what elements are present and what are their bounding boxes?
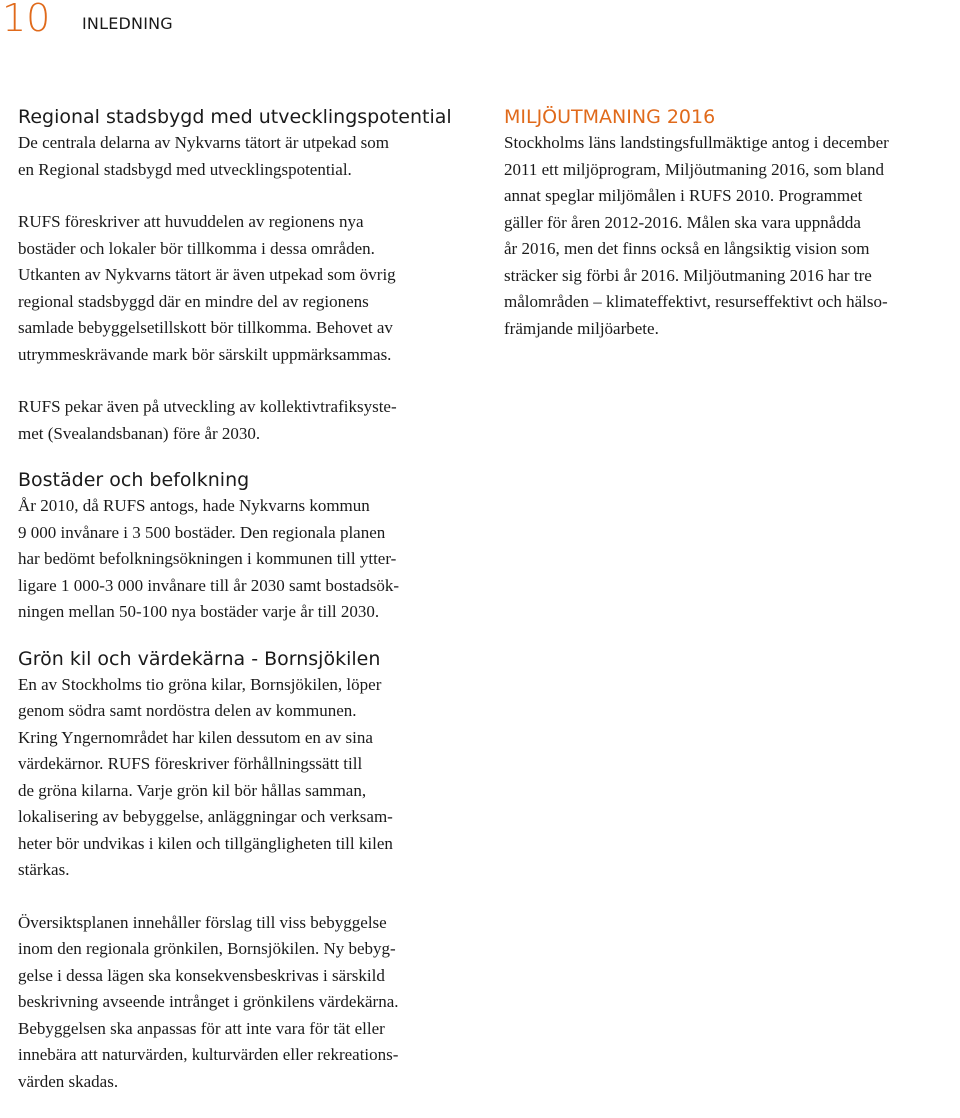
paragraph-bostader-1: År 2010, då RUFS antogs, hade Nykvarns kommun 9 000 invånare i 3 500 bostäder. Den regionala planen har bedömt befolkningsökningen i kommunen till ytter- ligare 1 000-3 000 invånare till år 2030 samt bostadsök- ningen mellan 50-100 nya bostäder varje år till 2030. <box>18 496 399 621</box>
section-miljoutmaning <box>504 104 956 342</box>
page-number: 10 <box>2 0 51 40</box>
paragraph-regional-1: De centrala delarna av Nykvarns tätort är utpekad som en Regional stadsbygd med utvecklingspotential. <box>18 133 390 179</box>
section-bostader <box>18 467 480 626</box>
paragraph-miljoutmaning-1: Stockholms läns landstingsfullmäktige antog i december 2011 ett miljöprogram, Miljöutmaning 2016, som bland annat speglar miljömålen i RUFS 2010. Programmet gäller för åren 2012-2016. Målen ska vara uppnådda år 2016, men det finns också en långsiktig vision som sträcker sig förbi år 2016. Miljöutmaning 2016 har tre målområden – klimateffektivt, resurseffektivt och hälso- främjande miljöarbete. <box>504 133 889 338</box>
heading-regional: Regional stadsbygd med utvecklingspotential <box>18 106 452 128</box>
paragraph-gron-kil-2: Översiktsplanen innehåller förslag till viss bebyggelse inom den regionala grönkilen, Bornsjökilen. Ny bebyg- gelse i dessa lägen ska konsekvensbeskrivas i särskild beskrivning avseende intrånget i grönkilens värdekärna. Bebyggelsen ska anpassas för att inte vara för tät eller innebära att naturvärden, kulturvärden eller rekreations- värden skadas. <box>18 912 399 1091</box>
right-column <box>504 104 956 342</box>
section-regional <box>18 104 480 447</box>
paragraph-gron-kil-1: En av Stockholms tio gröna kilar, Bornsjökilen, löper genom södra samt nordöstra delen av kommunen. Kring Yngernområdet har kilen dessutom en av sina värdekärnor. RUFS föreskriver förhållningssätt till de gröna kilarna. Varje grön kil bör hållas samman, lokalisering av bebyggelse, anläggningar och verksam- heter bör undvikas i kilen och tillgängligheten till kilen stärkas. <box>18 674 393 879</box>
left-column <box>18 104 480 1095</box>
heading-gron-kil: Grön kil och värdekärna - Bornsjökilen <box>18 647 381 670</box>
section-gron-kil <box>18 646 480 1096</box>
paragraph-regional-2: RUFS föreskriver att huvuddelen av regionens nya bostäder och lokaler bör tillkomma i dessa områden. Utkanten av Nykvarns tätort är även utpekad som övrig regional stadsbyggd där en mindre del av regionens samlade bebyggelsetillskott bör tillkomma. Behovet av utrymmeskrävande mark bör särskilt uppmärksammas. <box>18 212 396 364</box>
heading-bostader: Bostäder och befolkning <box>18 469 250 491</box>
heading-miljoutmaning: MILJÖUTMANING 2016 <box>504 106 716 128</box>
paragraph-regional-3: RUFS pekar även på utveckling av kollektivtrafiksyste- met (Svealandsbanan) före år 2030. <box>18 397 397 443</box>
chapter-title: INLEDNING <box>82 14 173 33</box>
